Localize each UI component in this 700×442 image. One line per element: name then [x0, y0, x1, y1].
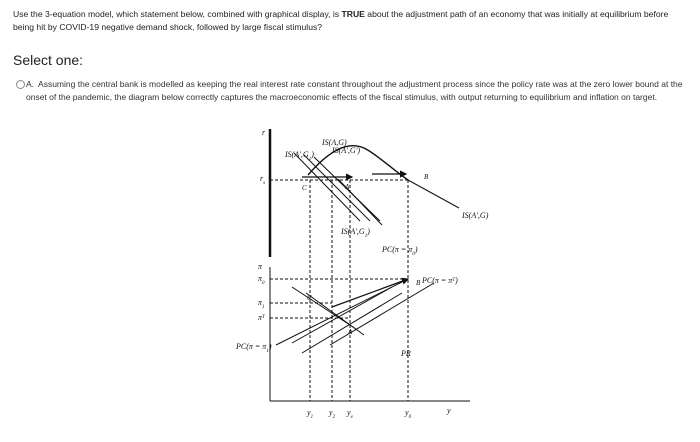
question-bold-word: TRUE: [341, 9, 365, 19]
bottom-point-c-label: C: [307, 294, 312, 302]
pi0-label: $\pi_0$: [258, 274, 265, 286]
is-apg-label: IS(A',G'): [332, 146, 361, 155]
is-apg-right-label: IS(A',G): [462, 211, 489, 220]
option-a-text: [26, 78, 688, 104]
is-curve-right: [408, 180, 459, 208]
bottom-point-b-label: B: [416, 279, 421, 287]
is-apg1-low-label: $IS(A',G_1)$: [341, 227, 370, 239]
option-a-body: Assuming the central bank is modelled as keeping the real interest rate constant throughout the adjustment process since the policy rate was at the zero lower bound at the onset of the pandemic, the diagram below correctly captures the macroeconomic effects of the fiscal stimulus, with output returning to equilibrium and inflation on target.: [26, 79, 683, 102]
pi1-label: $\pi_1$: [258, 298, 265, 310]
diagram-figure: [232, 117, 498, 421]
pc-pit-label: $PC(\pi = \pi^T)$: [422, 276, 458, 285]
y1-label: $y_1$: [307, 408, 314, 420]
pc-pi1-label: $PC(\pi = \pi_1)$: [236, 342, 272, 354]
option-a-prefix: A.: [26, 79, 35, 89]
pc-pi0-label: $PC(\pi = \pi_0)$: [382, 245, 418, 257]
ye-label: $y_e$: [347, 408, 353, 420]
is-ag-label: IS(A,G): [322, 138, 347, 147]
question-text: [13, 8, 688, 34]
bottom-point-a-label: A: [348, 328, 353, 336]
is-curve-2: [304, 155, 370, 221]
top-point-b-label: B: [424, 173, 429, 181]
rs-label: $r_s$: [260, 174, 266, 186]
pr-label: PR: [401, 349, 411, 358]
question-text-part1: Use the 3-equation model, which statement below, combined with graphical display, is: [13, 9, 342, 19]
question-text-part2: about the adjustment path of an economy that was initially at equilibrium before being hit by COVID-19 negative demand shock, followed by large fiscal stimulus?: [13, 9, 669, 32]
pc-pit-line: [302, 293, 402, 353]
top-point-a-marker: A: [345, 183, 350, 191]
y0-label: $y_0$: [405, 408, 412, 420]
y-axis-label: y: [447, 406, 451, 415]
pc-cross-line-2: [306, 293, 364, 335]
top-r-axis-label: r: [262, 128, 266, 137]
radio-button-a[interactable]: [16, 80, 25, 89]
pit-label: $\pi^T$: [258, 313, 265, 322]
y2-label: $y_2$: [329, 408, 336, 420]
adjustment-arrow: [332, 279, 408, 307]
top-point-c-label: C: [302, 184, 307, 192]
is-apg1-label: $IS(A',G_1)$: [285, 150, 314, 162]
select-one-label: Select one:: [13, 52, 84, 68]
diagram-svg: [232, 117, 498, 421]
pi-axis-label: π: [258, 262, 263, 271]
